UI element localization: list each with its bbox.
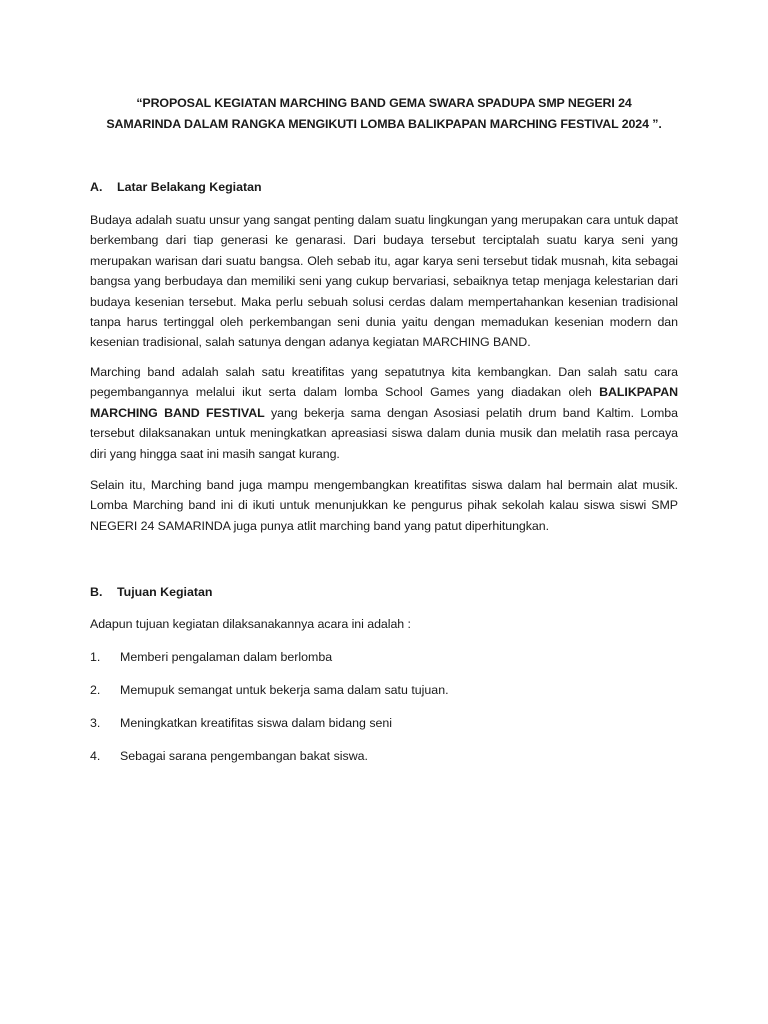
para2-text-after: yang bekerja sama dengan Asosiasi pelatih drum band Kaltim. Lomba tersebut dilaksanakan untuk meningkatkan apreasiasi siswa dalam dunia musik dan melatih rasa percaya diri yang hingga saat ini masih sangat kurang. bbox=[90, 405, 678, 461]
section-a-title: Latar Belakang Kegiatan bbox=[117, 180, 262, 194]
list-item-number: 1. bbox=[90, 650, 101, 664]
list-item-number: 2. bbox=[90, 683, 101, 697]
section-b-heading bbox=[90, 582, 212, 602]
section-a-paragraph-1: Budaya adalah suatu unsur yang sangat penting dalam suatu lingkungan yang merupakan cara untuk dapat berkembang dari tiap generasi ke genarasi. Dari budaya tersebut terciptalah suatu karya seni yang merupakan warisan dari suatu bangsa. Oleh sebab itu, agar karya seni tersebut tidak musnah, kita sebagai bangsa yang berbudaya dan memiliki seni yang cukup bervariasi, sebaiknya tetap menjaga kelestarian dari budaya kesenian tersebut. Maka perlu sebuah solusi cerdas dalam mempertahankan kesenian tradisional tanpa harus tertinggal oleh perkembangan seni dunia yaitu dengan memadukan kesenian modern dan kesenian tradisional, salah satunya dengan adanya kegiatan MARCHING BAND. bbox=[90, 213, 678, 350]
list-item-number: 4. bbox=[90, 749, 101, 763]
list-item bbox=[90, 713, 678, 733]
list-item-text: Memupuk semangat untuk bekerja sama dalam satu tujuan. bbox=[120, 683, 449, 697]
list-item bbox=[90, 680, 678, 700]
list-item bbox=[90, 746, 678, 766]
title-line-2: SAMARINDA DALAM RANGKA MENGIKUTI LOMBA BALIKPAPAN MARCHING FESTIVAL 2024 ”. bbox=[106, 117, 662, 131]
title-line-1: “PROPOSAL KEGIATAN MARCHING BAND GEMA SWARA SPADUPA SMP NEGERI 24 bbox=[136, 96, 632, 110]
para2-text-before: Marching band adalah salah satu kreatifitas yang sepatutnya kita kembangkan. Dan salah satu cara pegembangannya melalui ikut serta dalam lomba School Games yang diadakan oleh bbox=[90, 365, 678, 400]
list-item-number: 3. bbox=[90, 716, 101, 730]
list-item-text: Memberi pengalaman dalam berlomba bbox=[120, 650, 333, 664]
list-item bbox=[90, 647, 678, 667]
list-item-text: Sebagai sarana pengembangan bakat siswa. bbox=[120, 749, 368, 763]
section-b-number: B. bbox=[90, 585, 103, 599]
section-a-heading bbox=[90, 177, 262, 197]
section-a-paragraph-2 bbox=[90, 362, 678, 464]
para2-bold-text: BALIKPAPAN MARCHING BAND FESTIVAL bbox=[90, 385, 678, 420]
document-title bbox=[90, 93, 678, 135]
section-b-intro: Adapun tujuan kegiatan dilaksanakannya acara ini adalah : bbox=[90, 617, 411, 631]
list-item-text: Meningkatkan kreatifitas siswa dalam bidang seni bbox=[120, 716, 393, 730]
section-a-paragraph-3: Selain itu, Marching band juga mampu mengembangkan kreatifitas siswa dalam hal bermain alat musik. Lomba Marching band ini di ikuti untuk menunjukkan ke pengurus pihak sekolah kalau siswa siswi SMP NEGERI 24 SAMARINDA juga punya atlit marching band yang patut diperhitungkan. bbox=[90, 478, 678, 533]
section-b-title: Tujuan Kegiatan bbox=[117, 585, 213, 599]
section-a-number: A. bbox=[90, 180, 103, 194]
